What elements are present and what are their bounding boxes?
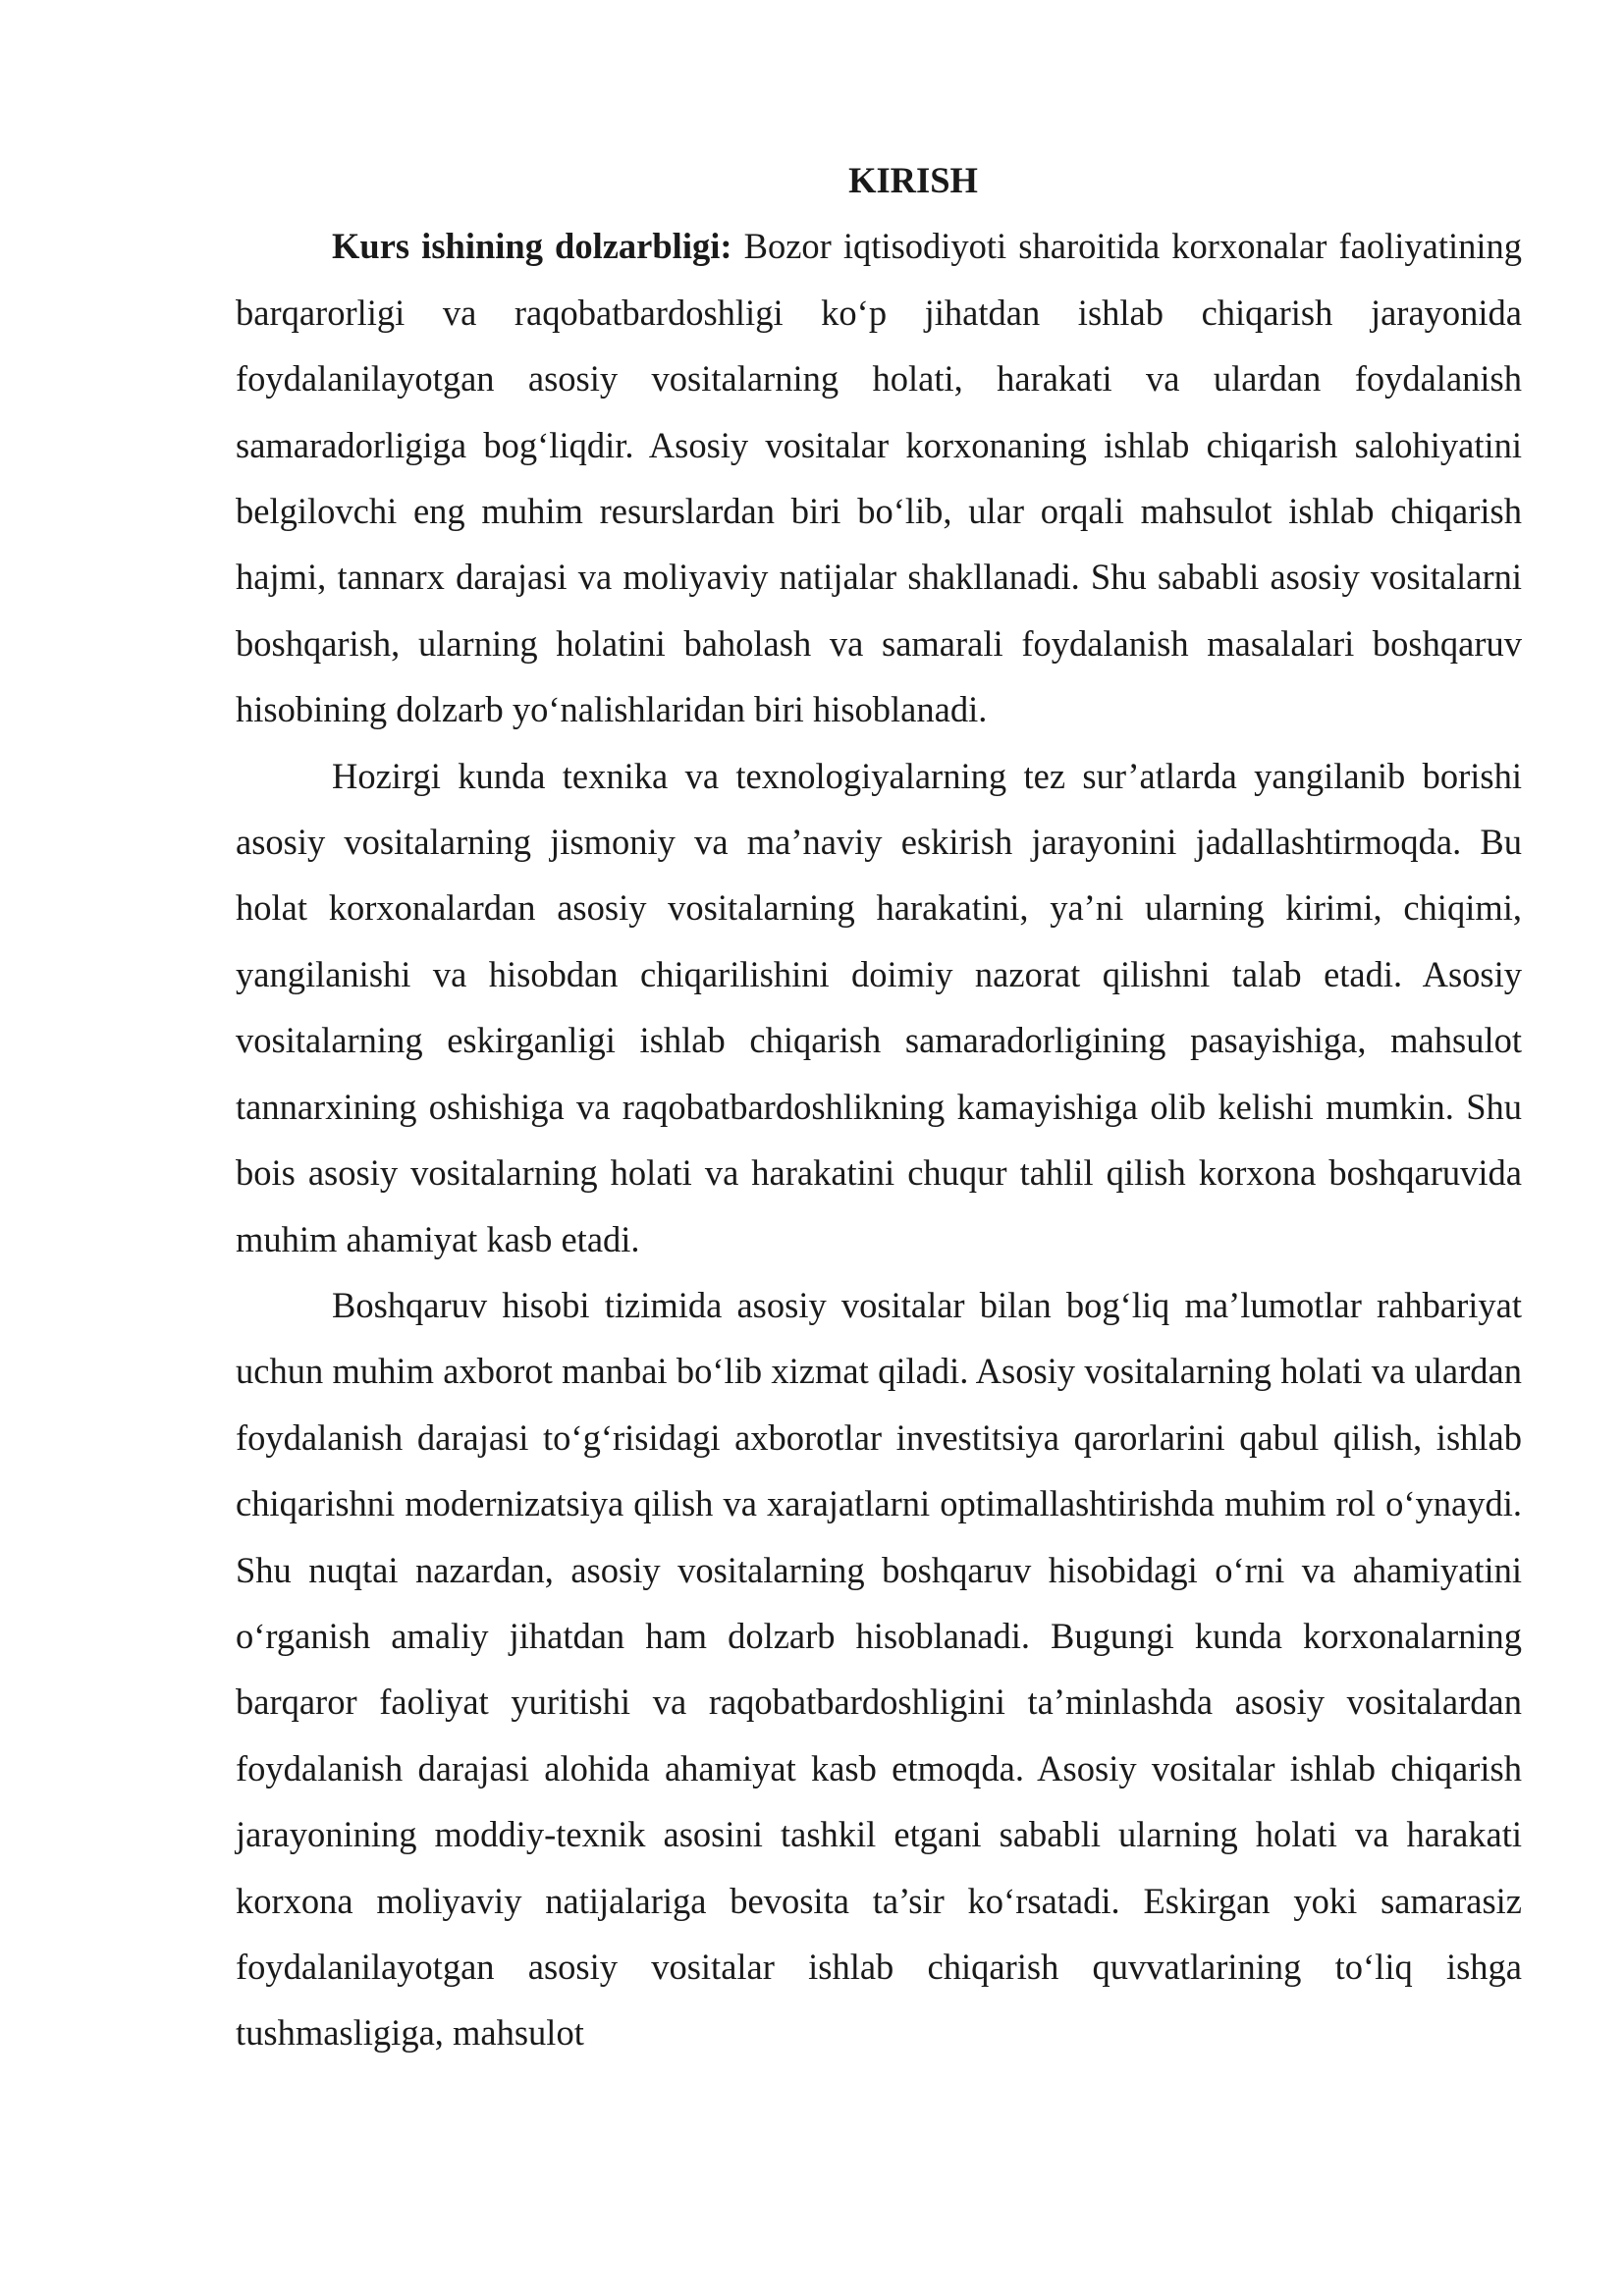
document-body: [236, 147, 1522, 2066]
paragraph-relevance: [236, 213, 1522, 742]
paragraph-text: Boshqaruv hisobi tizimida asosiy vositalar bilan bog‘liq ma’lumotlar rahbariyat uchun muhim axborot manbai bo‘lib xizmat qiladi. Asosiy vositalarning holati va ulardan foydalanish darajasi to‘g‘risidagi axborotlar investitsiya qarorlarini qabul qilish, ishlab chiqarishni modernizatsiya qilish va xarajatlarni optimallashtirishda muhim rol o‘ynaydi. Shu nuqtai nazardan, asosiy vositalarning boshqaruv hisobidagi o‘rni va ahamiyatini o‘rganish amaliy jihatdan ham dolzarb hisoblanadi. Bugungi kunda korxonalarning barqaror faoliyat yuritishi va raqobatbardoshligini ta’minlashda asosiy vositalardan foydalanish darajasi alohida ahamiyat kasb etmoqda. Asosiy vositalar ishlab chiqarish jarayonining moddiy-texnik asosini tashkil etgani sababli ularning holati va harakati korxona moliyaviy natijalariga bevosita ta’sir ko‘rsatadi. Eskirgan yoki samarasiz foydalanilayotgan asosiy vositalar ishlab chiqarish quvvatlarining to‘liq ishga tushmasligiga, mahsulot: [236, 1284, 1522, 2054]
page-title: KIRISH: [848, 160, 978, 200]
paragraph-technology: [236, 743, 1522, 1272]
paragraph-management-accounting: [236, 1272, 1522, 2066]
paragraph-lead: Kurs ishining dolzarbligi:: [332, 226, 732, 267]
paragraph-text: Hozirgi kunda texnika va texnologiyalarning tez sur’atlarda yangilanib borishi asosiy vositalarning jismoniy va ma’naviy eskirish jarayonini jadallashtirmoqda. Bu holat korxonalardan asosiy vositalarning harakatini, ya’ni ularning kirimi, chiqimi, yangilanishi va hisobdan chiqarilishini doimiy nazorat qilishni talab etadi. Asosiy vositalarning eskirganligi ishlab chiqarish samaradorligining pasayishiga, mahsulot tannarxining oshishiga va raqobatbardoshlikning kamayishiga olib kelishi mumkin. Shu bois asosiy vositalarning holati va harakatini chuqur tahlil qilish korxona boshqaruvida muhim ahamiyat kasb etadi.: [236, 755, 1522, 1259]
paragraph-text: Bozor iqtisodiyoti sharoitida korxonalar faoliyatining barqarorligi va raqobatbardoshligi ko‘p jihatdan ishlab chiqarish jarayonida foydalanilayotgan asosiy vositalarning holati, harakati va ulardan foydalanish samaradorligiga bog‘liqdir. Asosiy vositalar korxonaning ishlab chiqarish salohiyatini belgilovchi eng muhim resurslardan biri bo‘lib, ular orqali mahsulot ishlab chiqarish hajmi, tannarx darajasi va moliyaviy natijalar shakllanadi. Shu sababli asosiy vositalarni boshqarish, ularning holatini baholash va samarali foydalanish masalalari boshqaruv hisobining dolzarb yo‘nalishlaridan biri hisoblanadi.: [236, 226, 1523, 730]
